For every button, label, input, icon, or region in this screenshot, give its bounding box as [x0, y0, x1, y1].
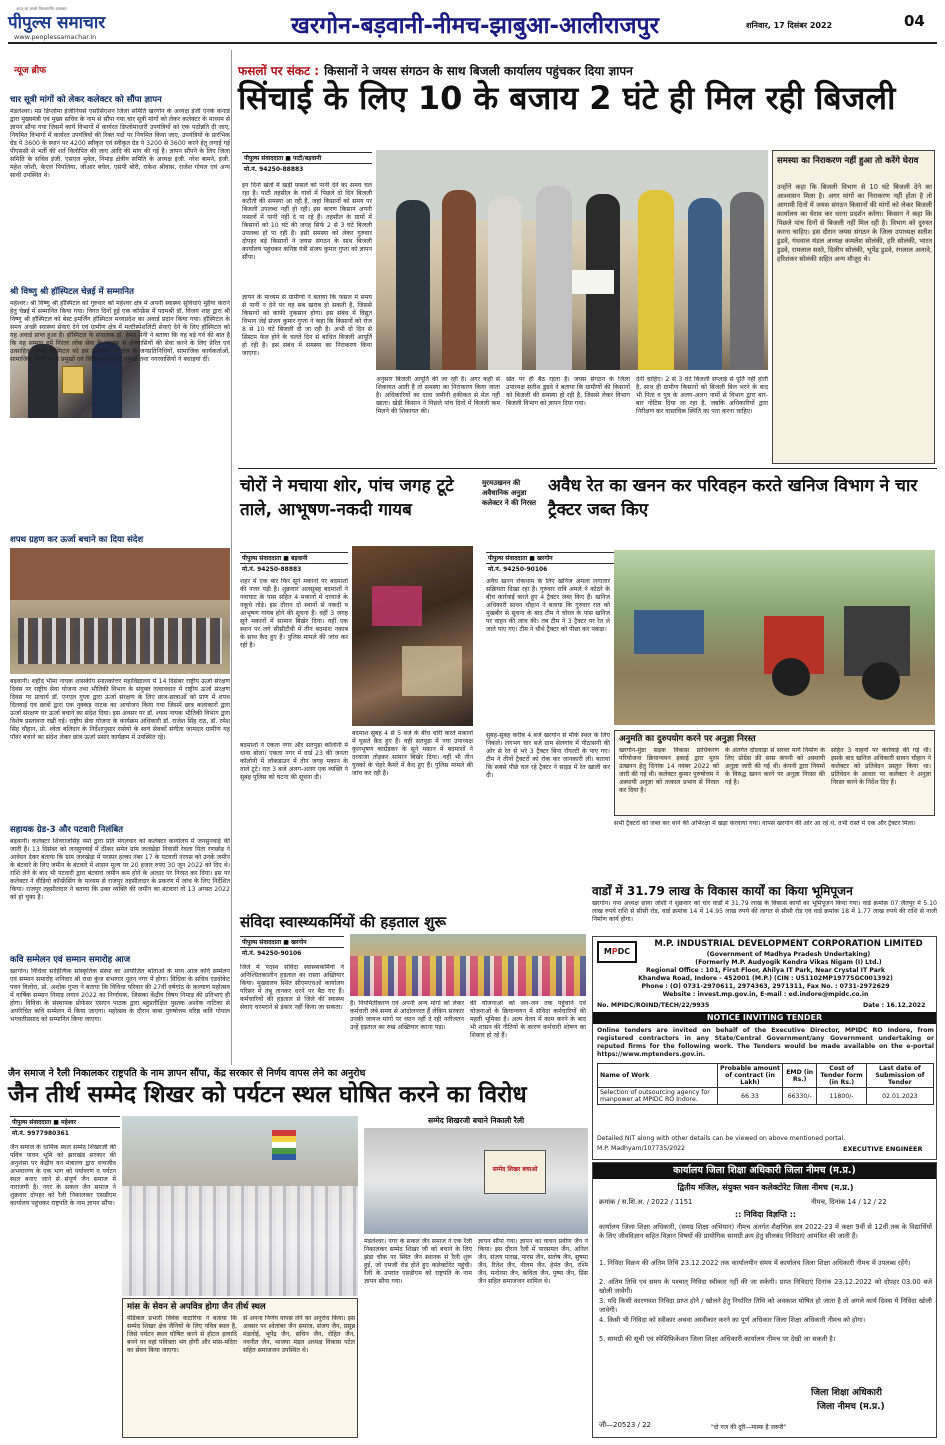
theft-photo-cloth	[372, 586, 422, 626]
jain-flag	[272, 1130, 296, 1160]
tender-cell-amount: 66.33	[718, 1088, 783, 1105]
jain-banner-text: सम्मेद शिखर बचाओ	[492, 1166, 538, 1173]
bhoomi-story	[592, 882, 937, 934]
crowd-shape	[18, 618, 222, 664]
sand-col-2b: सुबह-सुबह करीब 4 बजे खरगोन से मौके स्थल के लिए निकले। लगभग चार बजे ग्राम सेलगांव में पीठासनी की ओर से रेत से भरे 3 ट्रैक्टर बिना रॉयल्टी के पाए गए। टीम ने तीनों ट्रैक्टरों को रोक कर जानकारी ली। बताया कि सबसे पीछे चल रहे ट्रैक्टर ने साइड में रेत खाली कर दी।	[486, 732, 610, 779]
brief-label-text: न्यूज ब्रीफ	[14, 66, 47, 76]
deo-ref: क्रमांक / स.शि.अ. / 2022 / 1151	[599, 1198, 693, 1206]
sand-sub-col-1: खरगोन-मुंडा सड़क विकास प्राधिकरण परियोजना क्रियान्वयन इकाई द्वारा मुरम उत्खनन हेतु दिनांक 14 नवंबर 2022 को जारी की गई थी। कलेक्टर कुमार पुरुषोत्तम ने अस्थायी अनुज्ञा को तत्काल प्रभाव से निरस्त कर दिया है।	[619, 747, 719, 794]
protest-story	[238, 912, 588, 1062]
jain-sub-col-2: से अपना निर्णय वापस लेने का अनुरोध किया। इस अवसर पर श्वेतांबर जैन समाज, संजय जैन, प्रसुन्न मंडलोई, भूपेंद्र जैन, सचिन जैन, रोहित जैन, नवनीत जैन, भाजपा मंडल अध्यक्ष विकास पटेल सहित समाजजन उपस्थित थे।	[243, 1315, 355, 1354]
brief-1-body: मंडलेश्वर। मप्र डिप्लोमा इंजीनियर्स एसोसिएशन जिला समिति खरगोन के अध्यक्ष इंजी एनके कनाडे द्वारा मुख्यमंत्री एवं मुख्य सचिव के नाम से सौंपा गया चार सूत्री मांगों को लेकर कलेक्टर के माध्यम से ज्ञापन सौंपा गया जिसमें कार्य विभागों में कार्यरत डिप्लोमाधारी उपयंत्रियों को एक पदोन्नति दी जाए, नियमित विभागों में कार्यरत उपयंत्रियों की रिक्त पदों पर नियमित किया जाए, उपयंत्रियों के प्रारंभिक ग्रेड पे 3600 के स्थान पर 4200 स्वीकृत एवं स्वीकृत ग्रेड पे 3200 से 3600 करने हेतु लगाई गई पीएससी से भर्ती की शर्त विलोपित की जाए आदि की मांग की गई है। ज्ञापन सौंपने के लिए जिला समिति के सचिव इंजी. एसएल मुवेल, निमाड़ क्षेत्रीय समिति के अध्यक्ष इंजी. नरेश बामने, इंजी. महेश जोशी, केएल पिपलिया, जीआर बघेल, एसपी बोरी, राकेश श्रीवास, राजेश गोयल एवं अन्य साथी उपस्थित थे।	[10, 108, 230, 179]
tender-line-3: Regional Office : 101, First Floor, Ahilya IT Park, Near Crystal IT Park	[645, 967, 886, 974]
sand-col-3: सभी ट्रैक्टरों को जब्त कर थाने की अभिरक्षा में खड़ा करवाया गया। वापस खरगोन की ओर आ रहे थे, तभी रास्ते में एक और ट्रैक्टर मिला।	[614, 820, 916, 827]
deo-sign-2: जिला नीमच (म.प्र.)	[817, 1402, 885, 1412]
page-number: 04	[904, 12, 925, 30]
logo-tagline: आज का सबसे विश्वसनीय अखबार	[16, 6, 67, 11]
tender-cell-cost: 11800/-	[817, 1088, 866, 1105]
tender-line-4: Khandwa Road, Indore - 452001 (M.P.) (CIN : U51102MP1977SGC001392)	[638, 975, 893, 982]
jain-sub-col-1: मेडिकल प्रभारी विवेक कटारिया ने बताया कि सम्मेद शिखर क्षेत्र जैनियों के लिए पवित्र स्थल है, जिसे पर्यटन स्थल घोषित करने से होटल इत्यादि बनने पर वहां पवित्रता भंग होगी और मांस-मदिरा का सेवन किया जाएगा।	[127, 1315, 237, 1354]
lead-col-1b: ज्ञापन के माध्यम से ग्रामीणों ने बताया कि फसल में समय से पानी न देने पर वह सब खराब हो सकती है, जिससे किसानों को काफी नुकसान होगा। इस संबंध में विद्युत विभाग जेई संजय कुमार गुप्ता ने कहा कि किसानों को रोज 8 से 10 घंटे बिजली दी जा रही है। अभी दो दिन से सिस्टम फेल होने के चलते दिन से बाधित बिजली आपूर्ति हो रही है। इस संबंध में समस्या का निराकरण किया जाएगा।	[242, 294, 372, 357]
theft-col-2: बदमाशों ने एकता नगर और सतपुड़ा कॉलोनी में धावा बोला। एकता नगर में वार्ड 23 की जनता कॉलोनी में लॉकडाउन में तीन जगह मकान के ताले टूटे। रात 3 बजे अलग-अलग एक व्यक्ति ने सुबह पुलिस को घटना की सूचना दी।	[240, 742, 348, 781]
lead-sidebar-title: समस्या का निराकरण नहीं हुआ तो करेंगे घेराव	[777, 156, 919, 166]
sand-sub-box	[614, 730, 935, 816]
protest-crowd	[350, 956, 586, 996]
lead-col-5: देनी चाहिए। 2 से 3 घंटे बिजली सप्लाई से पूर्ति नहीं होती है, साथ ही ग्रामीण किसानों को बिजली बिल भरने के बाद भी पिता व पुत्र के अलग-अलग नामों से विभाग द्वारा बार-बार नोटिस दिया जा रहा है, जबकि अधिकारियों द्वारा निरीक्षण कर वास्तविक स्थिति का पता करना चाहिए।	[636, 376, 768, 415]
paper-logo	[8, 6, 148, 32]
jain-photo-2-caption: सम्मेद शिखरजी बचाने निकाली रैली	[427, 1116, 525, 1125]
lead-photo-man-8	[730, 192, 764, 370]
theft-story	[238, 474, 475, 902]
jain-story	[8, 1066, 590, 1440]
theft-mobile: मो.नं. 94250-88883	[242, 566, 302, 573]
deo-address: द्वितीय मंजिल, संयुक्त भवन कलेक्टोरेट जिला नीमच (म.प्र.)	[677, 1183, 854, 1192]
tender-col-emd: EMD (in Rs.)	[783, 1064, 817, 1088]
tractor-wheel-2	[862, 662, 900, 700]
deo-point-4: 4. किसी भी निविदा को स्वीकार अथवा अस्वीकार करने का पूर्ण अधिकार जिला शिक्षा अधिकारी नीमच को होगा।	[599, 1316, 866, 1324]
tender-table	[597, 1063, 934, 1105]
deo-point-1: 1. निविदा विक्रय की अंतिम तिथि 23.12.2022 तक कार्यालयीन समय में कार्यालय जिला शिक्षा अधिकारी नीमच में उपलब्ध रहेंगे।	[599, 1259, 911, 1267]
lead-divider	[238, 468, 937, 469]
sand-story	[482, 474, 937, 908]
deo-title: कार्यालय जिला शिक्षा अधिकारी जिला नीमच (म.प्र.)	[593, 1163, 936, 1179]
lead-photo-paper	[572, 270, 614, 294]
lead-byline: पीपुल्स संवाददाता ■ पाटी/बड़वानी	[242, 152, 372, 164]
brief-3-title: शपथ ग्रहण कर ऊर्जा बचाने का दिया संदेश	[10, 535, 144, 545]
tender-col-work: Name of Work	[598, 1064, 718, 1088]
lead-sidebar	[772, 150, 935, 464]
sand-kicker: मुरमउखनन की अवैधानिक अनुज्ञा कलेक्टर ने की निरस्त	[482, 479, 536, 507]
theft-byline: पीपुल्स संवाददाता ■ बड़वानी	[240, 552, 348, 564]
brief-4-body: बड़वानी। कलेक्टर शिवराजसिंह वर्मा द्वारा प्रति मंगलवार को कलेक्टर कार्यालय में जनसुनवाई की जाती है। 13 दिसंबर को जनसुनवाई में ठीकर समेत ग्राम जलखेड़ा निवासी रेवला पिता रणछोड़ ने आवेदन देकर बताया कि ग्राम जलखेड़ा में परस्पर हल्का नंबर 17 के पटवारी नरगस को उनके जमीन के बंटवारे के लिए जमीन के बंटवारे में शासन मूल्य पर 20 हजार रुपए 30 जून 2022 को दिए थे। राशि लेने के बाद भी पटवारी द्वारा बंटवारा जमीन कम होने के आधार पर निरस्त कर दिया। इस पर कलेक्टर ने वीडियो कॉन्फ्रेंसिंग के माध्यम से राजपुर तहसीलदार के प्रकरण में जांच के लिए निर्देशित किया। राजपुर तहसीलदार ने बताया कि उक्त व्यक्ति की जमीन का बंटवारा तो 13 अगस्त 2022 को हो चुका है।	[10, 838, 230, 901]
lead-photo-man-3	[488, 196, 522, 370]
brief-2-body: महेश्वर। श्री विष्णु श्री हॉस्पिटल को गुरुवार को महेश्वर क्षेत्र में अपनी स्वास्थ्य सुविधाएं मुहैया कराने हेतु चेन्नई में सम्मानित किया गया। विगत दिनों हुई एक कॉन्फ्रेंस में पदमश्री डॉ. विजय शाह द्वारा श्री विष्णु श्री हॉस्पिटल को बेस्ट इमर्जिंग हॉस्पिटल मध्यप्रदेश का अवार्ड प्रदान किया गया। हॉस्पिटल के समय अच्छी स्वास्थ्य सेवाएं देने एवं ग्रामीण क्षेत्र में मल्टीस्पेशलिटी सेवाएं देने के लिए हॉस्पिटल को यह अवार्ड प्राप्त हुआ है। हॉस्पिटल के संचालक डॉ. हेमंत सेनी ने बताया कि यह बड़े गर्व की बात है कि यह सम्मान हमें निरंतर लोक सेवा के माध्यम से क्षेत्रवासियों की सेवा करने के लिए प्रेरित एवं उत्साहित करेगा। हॉस्पिटल को इस उपलब्धि पर क्षेत्र के जनप्रतिनिधियों, सामाजिक कार्यकर्ताओं, सामाजिक संस्थाओं के प्रमुखों एवं चिकित्सा क्षेत्र के प्रमुखों तथा नगरवासियों ने बधाइयां दीं।	[10, 300, 230, 363]
tender-cell-lastdate: 02.01.2023	[866, 1088, 933, 1105]
deo-slogan: "दो गज की दूरी—मास्क है जरूरी"	[711, 1424, 787, 1431]
brief-3-body: बड़वानी। शहीद भीमा नायक शासकीय स्नातकोत्तर महाविद्यालय में 14 दिसंबर राष्ट्रीय ऊर्जा संरक्षण दिवस पर राष्ट्रीय सेवा योजना तथा भौतिकी विभाग के संयुक्त तत्वावधान में राष्ट्रीय ऊर्जा संरक्षण दिवस पर प्राचार्य डॉ. एनएल गुप्ता द्वारा ऊर्जा संरक्षण के लिए छात्र-छात्राओं को प्राण में शपथ दिलवाई एवं छात्रों द्वारा एक नुक्कड़ नाटक का आयोजन किया गया जिसमें छात्र कलाकारों द्वारा ऊर्जा संरक्षण पर ऊर्जा बचाने का संदेश दिया। इस अवसर पर डॉ. श्याम नायक भौतिकी विभाग द्वारा विशेष प्रस्तावना रखी गई। राष्ट्रीय सेवा योजना के कार्यक्रम अधिकारी डॉ. राजेश सिंह राठ, डॉ. रमेश सिंह चौहान, प्रो. श्वेता बलिदार के निर्देशानुसार रासेयो के स्वयं सेवकों संगीता जामदार ग्रामीण यह पॉवर बचाने का संदेश लेकर छात्र ऊर्जा प्रसार कार्यक्रम में उपस्थित रहे।	[10, 678, 230, 741]
masthead-divider	[8, 42, 937, 44]
sand-headline: अवैध रेत का खनन कर परिवहन करते खनिज विभाग ने चार ट्रैक्टर जब्त किए	[548, 476, 918, 520]
lead-kicker	[238, 60, 937, 79]
lead-photo	[376, 150, 768, 370]
sand-col-1: अवैध खनन रोकथाम के लिए खनिज अमला लगातार सक्रियता दिखा रहा है। गुरुवार रात्रि अमले ने कोठरे के बीच कार्रवाई करते हुए 4 ट्रैक्टर जब्त किए हैं। खनिज अधिकारी सावन चौहान ने बताया कि गुरुवार रात को मुखबीर से सूचना के बाद टीम ने चोरल के पास खनिज पर वाहन की जांच की। तब टीम ने 3 ट्रैक्टर पर रेत ले जाते पाए गए। टीम ने चौथे ट्रैक्टर को पीछा कर पकड़ा।	[486, 578, 610, 633]
tender-madhyam: M.P. Madhyam/107735/2022	[597, 1145, 686, 1152]
bhoomi-body: खरगोन। नपा अध्यक्ष छाया जोशी ने शुक्रवार को चार वार्डों में 31.79 लाख के विकास कार्यों का भूमिपूजन किया गया। वार्ड क्रमांक 07 जैतपुर में 5.10 लाख रुपये राशि से सीसी रोड, वार्ड क्रमांक 14 में 14.95 लाख रुपये की लागत से सीसी रोड एवं वार्ड क्रमांक 18 में 1.77 लाख रुपये की राशि से नाली निर्माण कार्य होगा।	[592, 900, 937, 923]
jain-sub-box	[122, 1298, 358, 1438]
jain-sub-title: मांस के सेवन से अपवित्र होगा जैन तीर्थ स्थल	[127, 1302, 266, 1312]
tender-date: Date : 16.12.2022	[863, 1002, 926, 1009]
tender-title: NOTICE INVITING TENDER	[593, 1012, 936, 1024]
protest-mobile: मो.नं. 94250-90106	[242, 950, 302, 957]
section-title: खरगोन-बड़वानी-नीमच-झाबुआ-आलीराजपुर	[291, 13, 660, 39]
lead-headline: सिंचाई के लिए 10 के बजाय 2 घंटे ही मिल रही बिजली	[238, 79, 896, 117]
deo-point-2: 2. अंतिम तिथि एवं समय के पश्चात् निविदा स्वीकार नहीं की जा सकेगी। प्राप्त निविदाएं दिनांक 23.12.2022 को दोपहर 03.00 बजे खोली जावेगी।	[599, 1278, 932, 1295]
mpidc-tender	[592, 936, 937, 1160]
jain-mobile: मो.नं. 9977980361	[12, 1130, 69, 1137]
tender-col-amount: Probable amount of contract (in Lakh)	[718, 1064, 783, 1088]
tender-line-5: Phone : (O) 0731-2970611, 2974363, 2971311, Fax No. : 0731-2972629	[641, 983, 890, 990]
website: www.peoplessamachar.in	[14, 33, 97, 41]
protest-headline: संविदा स्वास्थ्यकर्मियों की हड़ताल शुरू	[240, 913, 447, 931]
sand-sub-title: अनुमति का दुरुपयोग करने पर अनुज्ञा निरस्त	[619, 734, 756, 744]
jain-rally-crowd	[122, 1186, 358, 1296]
brief-5-title: कवि सम्मेलन एवं सम्मान समारोह आज	[10, 955, 131, 965]
lead-col-4: खेत पर ही बैठ रहता है। जयस संगठन के जिला उपाध्यक्ष सतीश डुडवे ने बताया कि ग्रामीणों की किसानों को बिजली की समस्या हो रही है, जिससे लेकर विभाग बिजली विभाग को ज्ञापन दिया गया।	[506, 376, 630, 407]
theft-photo	[352, 546, 473, 726]
tractor-photo	[614, 550, 935, 725]
lead-col-3: अनुसार बिजली आपूर्ति की जा रही है। अगर कहीं से शिकायत आती है तो समस्या का निराकरण किया जाता है। अधिकारियों का दावा जमीनी हकीकत से मेल नहीं खाता। खेड़ी किसान ने पिछले पांच दिनों में बिजली कम मिलने की शिकायत की।	[376, 376, 500, 415]
sand-sub-col-2: के अंतर्गत दोंदवाड़ा से सरवर मार्ग निर्माण के लिए प्रोग्रेस फ्री सास कंपनी को अस्थायी अनुज्ञा जारी की गई थी। कंपनी द्वारा नियमों के विरुद्ध खनन करने पर अनुज्ञा निरस्त की गई है।	[725, 747, 825, 786]
news-brief-column	[8, 50, 232, 1065]
protest-col-3: की योजनाओं को जन-जन तक पहुंचाने एवं योजनाओं के क्रियान्वयन में संविदा कर्मचारियों की महती भूमिका है। अल्प वेतन में काम करने के बाद भी शासन की नीतियों के कारण कर्मचारी शोषण का शिकार हो रहे हैं।	[470, 1000, 586, 1039]
jain-col-3: मंडलेश्वर। नगर के सकल जैन समाज ने एक रैली निकालकर सम्मेद शिखर जी को बचाने के लिए झंडा चौक पर स्थित जैन स्थानक से रैली शुरू हुई, जो एमजी रोड होते हुए कलेक्टोरेट पहुंची। रैली के उपरांत एसडीएम को राष्ट्रपति के नाम ज्ञापन सौंपा गया।	[364, 1238, 472, 1285]
sand-byline: पीपुल्स संवाददाता ■ खरगोन	[486, 552, 614, 564]
brief-1-title: चार सूत्री मांगों को लेकर कलेक्टर को सौंपा ज्ञापन	[10, 95, 162, 105]
tender-col-lastdate: Last date of Submission of Tender	[866, 1064, 933, 1088]
lead-photo-man-4	[536, 186, 572, 370]
logo-text: पीपुल्स समाचार	[8, 13, 106, 33]
jain-col-4: ज्ञापन सौंपा गया। ज्ञापन का वाचन प्रवीण जैन ने किया। इस दौरान रैली में पारसमल जैन, अनिल जैन, संजय पारख, पारस जैन, संतोष जैन, सुषमा जैन, रितेश जैन, नीलम जैन, हेमंत जैन, रश्मि जैन, मनोरमा जैन, कविता जैन, पुष्पा जैन, प्रिंस जैन सहित समाजजन शामिल थे।	[478, 1238, 588, 1285]
brief-5-body: खरगोन। विधिवा साहित्यिक सांस्कृतिक संस्था का आयोजित श्रोताओं के मध्य आज कवि सम्मेलन एवं सम्मान समारोह शनिवार श्री राधा कुंज सभागार नूतन नगर में होगा। विधिवा के सचिव एडवोकेट पवन विलोरा, प्रो. अशोक गुप्ता ने बताया कि विविधा परिवार की 27वीं वर्षगांठ के कल्याण महोत्सव में वार्षिक सम्मान निमाड़ लगान 2022 का निर्णायक, जिसका केंद्रीय विषय निमाड़ की प्रतिभाएं ही होगा। विविधा के संस्थापक प्रोफेसर एसएन पाठक द्वारा बहुप्रतीक्षित पुस्तक अशोक नाटिका से अपरिचित कवि सम्मेलन में किया जाएगा। महोत्सव के दौरान बाबा पुरुषोत्तम वरिष्ठ कवि गोपाल भगवतीप्रसाद को सम्मानित किया जाएगा।	[10, 968, 230, 1023]
deo-point-5: 5. सामग्री की सूची एवं स्पेसिफिकेशन जिला शिक्षा अधिकारी कार्यालय नीमच पर देखी जा सकती है।	[599, 1335, 836, 1343]
lead-kicker-label: फसलों पर संकट :	[238, 64, 320, 78]
tractor-wheel-1	[772, 658, 810, 696]
sand-sub-col-3: सहित 3 वाहनों पर कार्रवाई की गई थी। इसके बाद खनिज अधिकारी सावन चौहान ने कलेक्टर को प्रतिवेदन प्रस्तुत किया था। प्रतिवेदन के आधार पर कलेक्टर ने अनुज्ञा निरस्त करने के निर्देश दिए हैं।	[831, 747, 931, 786]
protest-col-2: हैं। नियमितीकरण एवं अपनी अन्य मांगों को लेकर कर्मचारी लंबे समय से आंदोलनरत हैं लेकिन सरकार उनकी जायज मांगों पर ध्यान नहीं दे रही नतीजतन उन्हें हड़ताल का रुख अख्तियार करना पड़ा।	[350, 1000, 464, 1031]
tender-line-2: (Formerly M.P. Audyogik Kendra Vikas Nigam (I) Ltd.)	[695, 959, 882, 966]
lead-mobile: मो.नं. 94250-88883	[244, 166, 304, 173]
mpidc-logo: MPDC	[597, 941, 637, 963]
jain-rally-photo-2	[364, 1128, 588, 1234]
brief-2-title: श्री विष्णु श्री हॉस्पिटल चेन्नई में सम्मानित	[10, 287, 134, 297]
deo-sign-1: जिला शिक्षा अधिकारी	[811, 1388, 882, 1398]
brief-label	[14, 58, 94, 76]
tender-cell-work: Selection of outsourcing agency for manpower at MPIDC RO Indore.	[598, 1088, 718, 1105]
deo-intro: कार्यालय जिला शिक्षा अधिकारी, (समग्र शिक्षा अभियान) नीमच अंतर्गत शैक्षणिक सत्र 2022-23 में कक्षा 9वीं से 12वीं तक के विद्यार्थियों के लिए जीवविज्ञान सहित विज्ञान विषयों की प्रायोगिक सामग्री क्रय हेतु सीलबंद निविदाएं आमंत्रित की जाती हैं।	[599, 1223, 932, 1240]
lead-story	[238, 58, 937, 466]
tender-line-1: (Government of Madhya Pradesh Undertaking)	[706, 951, 871, 958]
jain-col-1: जैन समाज के धार्मिक स्थल सम्मेद शिखरजी की पवित्र पावन भूमि को झारखंड सरकार की अनुशंसा पर केंद्रीय वन मंत्रालय द्वारा वन्यजीव अभयारण्य के एक भाग को पर्यावरण व पर्यटन स्थल बनाए जाने से संपूर्ण जैन समाज में नाराजगी है। नगर के सकल जैन समाज ने शुक्रवार दोपहर को रैली निकालकर एसडीएम कार्यालय पहुंचकर राष्ट्रपति के नाम ज्ञापन सौंपा।	[10, 1144, 116, 1207]
tender-ref: No. MPIDC/ROIND/TECH/22/9935	[597, 1002, 710, 1009]
jain-rally-photo-1	[122, 1116, 358, 1296]
building-shape	[10, 548, 230, 600]
sand-mobile: मो.नं. 94250-90106	[488, 566, 548, 573]
tender-notice: Online tenders are invited on behalf of the Executive Director, MPIDC RO Indore, from registered contractors in any State/Central Government/any Government undertaking or reputed firms for the following work. The Tenders would be made available on the e-portal https://www.mptenders.gov.in.	[597, 1027, 934, 1058]
deo-notice-title: :: निविदा विज्ञप्ति ::	[734, 1210, 797, 1219]
protest-col-1: जिले में पदस्थ संविदा स्वास्थ्यकर्मियों ने अनिश्चितकालीन हड़ताल का रास्ता अख्तियार किया। मुख्यालय स्थित सीएमएचओ कार्यालय परिसर में तंबू तानकर धरने पर बैठ गए हैं। कर्मचारियों की हड़ताल से जिले की स्वास्थ्य सेवाएं चरमराने से इंकार नहीं किया जा सकता।	[240, 964, 344, 1011]
lead-photo-man-6	[638, 190, 674, 370]
bhoomi-headline: वार्डों में 31.79 लाख के विकास कार्यों का किया भूमिपूजन	[592, 884, 853, 898]
tender-line-6: Website : invest.mp.gov.in, E-mail : ed.indore@mpidc.co.in	[662, 991, 869, 998]
theft-col-1: शहर में एक बार फिर सूने मकानों पर बदमाशों की नजर पड़ी है। शुक्रवार अलसुबह बदमाशों ने नवाघाट के पास सहित 4 मकानों में दरवाजे के नकूचे तोड़े। इस दौरान दो स्थानों से नकदी व आभूषण गायब होने की सूचना है। वहीं 3 जगह सूने मकानों में सामान बिखेर दिया। वहीं एक स्थान पर लगे सीसीटीवी में तीन बदमाश नकाब के साथ कैद हुए हैं। पुलिस मामले की जांच कर रही है।	[240, 578, 348, 649]
lead-photo-man-7	[688, 198, 722, 370]
deo-code: जी—20523 / 22	[599, 1421, 651, 1429]
jain-banner	[484, 1150, 546, 1194]
lead-photo-man-2	[442, 190, 476, 370]
theft-photo-items	[402, 646, 462, 696]
lead-sidebar-body: उन्होंने कहा कि बिजली विभाग से 10 घंटे बिजली देने का आश्वासन मिला है। अगर मांगों का निराकरण नहीं होता है तो आगामी दिनों में जयस संगठन किसानों की मांगों को लेकर बिजली कार्यालय का घेराव कर धरना प्रदर्शन करेगा। किसान ने कहा कि पिछले पांच दिनों से बिजली नहीं मिल रही है। विभाग को दुरुस्त करना चाहिए। इस दौरान जयस संगठन के जिला उपाध्यक्ष सतीश डुडवे, गंधवाल मंडल अध्यक्ष कमलेश सोलंकी, हरि सोलंकी, भारत डुडवे, रामलाल सस्ते, दिलीप सोलंकी, भूपेंद्र डुडवे, रंगलाल अलावे, हरिशंकर सोलंकी सहित अन्य मौजूद थे।	[777, 183, 932, 263]
theft-col-3: बदमाश सुबह 4 से 5 बजे के बीच चोरी करते मकानों में घुसते कैद हुए हैं। वहीं सतपुड़ा में नया उपाध्यक्ष कुलभूषण काग्रेडकर के सूने मकान में बदमाशों ने दरवाजा तोड़कर सामान बिखेर दिया। वहीं भी तीन युवकों के चेहरे कैमरे में कैद हुए हैं। पुलिस मामले की जांच कर रही है।	[352, 730, 473, 777]
jain-kicker: जैन समाज ने रैली निकालकर राष्ट्रपति के नाम ज्ञापन सौंपा, केंद्र सरकार से निर्णय वापस लेने का अनुरोध	[8, 1068, 366, 1079]
tender-signer: EXECUTIVE ENGINEER	[843, 1145, 923, 1153]
tender-footer: Detailed NIT along with other details can be viewed on above mentioned portal.	[597, 1135, 846, 1142]
jain-byline: पीपुल्स संवाददाता ■ महेश्वर	[10, 1116, 120, 1128]
protest-photo	[350, 934, 586, 996]
deo-notice	[592, 1162, 937, 1438]
masthead	[8, 6, 937, 44]
lead-kicker-text: किसानों ने जयस संगठन के साथ बिजली कार्यालय पहुंचकर दिया ज्ञापन	[324, 64, 633, 78]
tractor-1	[634, 610, 704, 654]
deo-date: नीमच, दिनांक 14 / 12 / 22	[811, 1198, 887, 1206]
lead-col-1: इन दिनों खेतों में खड़ी फसलें को पानी देने का समय चल रहा है। पाटी तहसील के गांवों में पिछले दो दिन बिजली कटौती की समस्या आ रही है, जहां किसानों को समय पर बिजली उपलब्ध नहीं हो रही। इस कारण किसान अपनी फसलों में पानी नहीं दे पा रहे हैं। तहसील के ग्रामों में किसानों को 10 घंटे की जगह सिर्फ 2 से 3 घंटे बिजली उपलब्ध हो पा रही है। इसी समस्या को लेकर गुरुवार दोपहर बड़े किसानों ने जयस संगठन के साथ बिजली कार्यालय पहुंचकर कनिष्ठ यंत्री संजय कुमार गुप्ता को ज्ञापन सौंपा।	[242, 182, 372, 261]
lead-photo-man-1	[396, 200, 430, 370]
brief-4-title: सहायक ग्रेड-3 और पटवारी निलंबित	[10, 825, 124, 835]
jain-headline: जैन तीर्थ सम्मेद शिखर को पर्यटन स्थल घोषित करने का विरोध	[8, 1082, 527, 1108]
deo-point-3: 3. यदि किसी कारणवश निविदा प्राप्त होने / खोलने हेतु निर्धारित तिथि को अवकाश घोषित हो जाता है तो अगले कार्य दिवस में निविदा खोली जावेगी।	[599, 1297, 932, 1314]
theft-headline: चोरों ने मचाया शोर, पांच जगह टूटे ताले, आभूषण-नकदी गायब	[240, 476, 454, 520]
page-date: शनिवार, 17 दिसंबर 2022	[746, 21, 833, 30]
tender-org: M.P. INDUSTRIAL DEVELOPMENT CORPORATION LIMITED	[654, 939, 923, 949]
tender-cell-emd: 66330/-	[783, 1088, 817, 1105]
rally-photo-energy	[10, 548, 230, 674]
tender-col-cost: Cost of Tender form (in Rs.)	[817, 1064, 866, 1088]
protest-byline: पीपुल्स संवाददाता ■ खरगोन	[240, 936, 344, 948]
